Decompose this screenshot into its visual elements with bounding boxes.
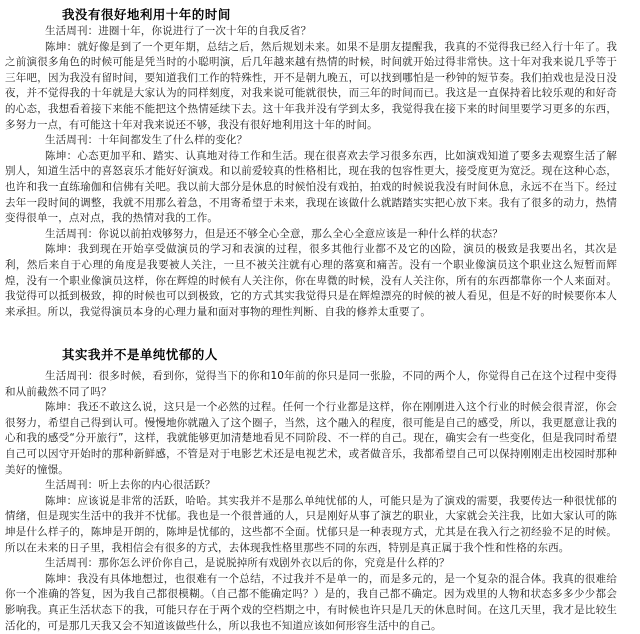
section-heading-1: 我没有很好地利用十年的时间 [62,7,231,22]
paragraph-answer: 陈坤：应该说是非常的活跃，哈哈。其实我并不是那么单纯忧郁的人，可能只是为了演戏的需要，我要传达一种很忧郁的情绪，但是现实生活中的我并不忧郁。我也是一个很普通的人，只是刚好从事了演艺的职业，大家就会关注我，比如大家认可的陈坤是什么样子的，陈坤是开朗的，陈坤是忧郁的，这些都不全面。忧郁只是一种表现方式，尤其是在我入行之初经验不足的时候。所以在未来的日子里，我相信会有很多的方式，去体现我性格里那些不同的东西，特别是真正属于我个性和性格的东西。 [5,494,617,554]
section-body-2 [5,369,617,634]
paragraph-answer: 陈坤：我没有具体地想过，也很难有一个总结，不过我并不是单一的，而是多元的，是一个复杂的混合体。我真的很难给你一个准确的答复，因为我自己都很模糊。（自己都不能确定吗？）是的，我自己都不确定。因为戏里的人物和状态多多少少都会影响我。真正生活状态下的我，可能只存在于两个戏的空档期之中，有时候也许只是几天的休息时间。在这几天里，我才是比较生活化的，可是那几天我又会不知道该做些什么，所以我也不知道应该如何形容生活中的自己。 [5,572,617,632]
paragraph-question: 生活周刊：很多时候，看到你，觉得当下的你和10年前的你只是同一张脸，不同的两个人，你觉得自己在这个过程中变得和从前截然不同了吗？ [5,370,617,398]
paragraph-answer: 陈坤：心态更加平和、踏实、认真地对待工作和生活。现在很喜欢去学习很多东西，比如演戏知道了要多去观察生活了解别人，知道生活中的喜怒哀乐才能好好演戏。和以前爱较真的性格相比，现在我的包容性更大，接受度更为宽泛。现在这种心态，也许和我一直练瑜伽和信佛有关吧。我以前大部分是休息的时候怕没有戏拍，拍戏的时候说我没有时间休息，永远不在当下。经过去年一段时间的调整，我就不用那么着急，不用寄希望于未来，我现在该做什么就踏踏实实把心放下来。我有了很多的动力，热情变得很单一，点对点，我的热情对我的工作。 [5,149,617,225]
paragraph-answer: 陈坤：我到现在开始享受做演员的学习和表演的过程，很多其他行业都不及它的凶险，演员的极致是我要出名，其次是利，然后来自于心理的角度是我要被人关注，一旦不被关注就有心理的落寞和痛苦。没有一个职业像演员这个职业这么短暂而辉煌，没有一个职业像演员这样，你在辉煌的时候有人关注你，你在卑微的时候，没有人关注你，所有的东西都靠你一个人来面对。我觉得可以抵到极致，抑的时候也可以到极致，它的方式其实我觉得只是在辉煌漂亮的时候的被人看见，但是不好的时候要你本人来承担。所以，我觉得演员本身的心理力量和面对事物的理性判断、自我的修养太重要了。 [5,243,617,318]
paragraph-question: 生活周刊：那你怎么评价你自己，是说脱掉所有戏剧外衣以后的你，究竟是什么样的？ [45,557,450,570]
section-heading-2: 其实我并不是单纯忧郁的人 [62,347,218,362]
paragraph-question: 生活周刊：进圈十年，你说进行了一次十年的自我反省？ [45,25,312,37]
paragraph-question: 生活周刊：听上去你的内心很活跃？ [45,479,216,492]
paragraph-answer: 陈坤：我还不敢这么说，这只是一个必然的过程。任何一个行业都是这样，你在刚刚进入这个行业的时候会很青涩，你会很努力，希望自己得到认可。慢慢地你就融入了这个圈子，当然，这个融入的程度，很可能是自己的感受，所以，我更愿意让我的心和我的感受“分开旅行”，这样，我就能够更加清楚地看见不同阶段、不一样的自己。现在，确实会有一些变化，但是我同时希望自己可以因守开始时的那种新鲜感，不管是对于电影艺术还是电视艺术，或者做音乐，我都希望自己可以保持刚刚走出校园时那种美好的憧憬。 [5,401,617,476]
paragraph-question: 生活周刊：十年间都发生了什么样的变化？ [45,134,248,147]
paragraph-question: 生活周刊：你说以前拍戏够努力，但是还不够全心全意，那么全心全意应该是一种什么样的状态？ [45,227,503,240]
paragraph-answer: 陈坤：就好像是到了一个更年期，总结之后，然后规划未来。如果不是朋友提醒我，我真的不觉得我已经入行十年了。我之前演很多角色的时候可能是凭当时的小聪明演，后几年越来越有热情的时候，时间就开始过得非常快。这十年对我来说几乎等于三年吧，因为我没有留时间，要知道我们工作的特殊性，开不是朝九晚五，可以找到哪怕是一秒钟的短节奏。我们拍戏也是没日没夜，并不觉得我的十年就是大家认为的同样刻度，对我来说可能就很快，而三年的时间而已。我这是一直保持着比较乐观的和好奇的心态，我想看着接下来能不能把这个热情延续下去。这十年我并没有学到太多，我觉得我在接下来的时间里要学习更多的东西，多努力一点，有可能这十年对我来说还不够，我没有很好地利用这十年的时间。 [5,40,617,131]
section-body-1 [5,24,617,320]
